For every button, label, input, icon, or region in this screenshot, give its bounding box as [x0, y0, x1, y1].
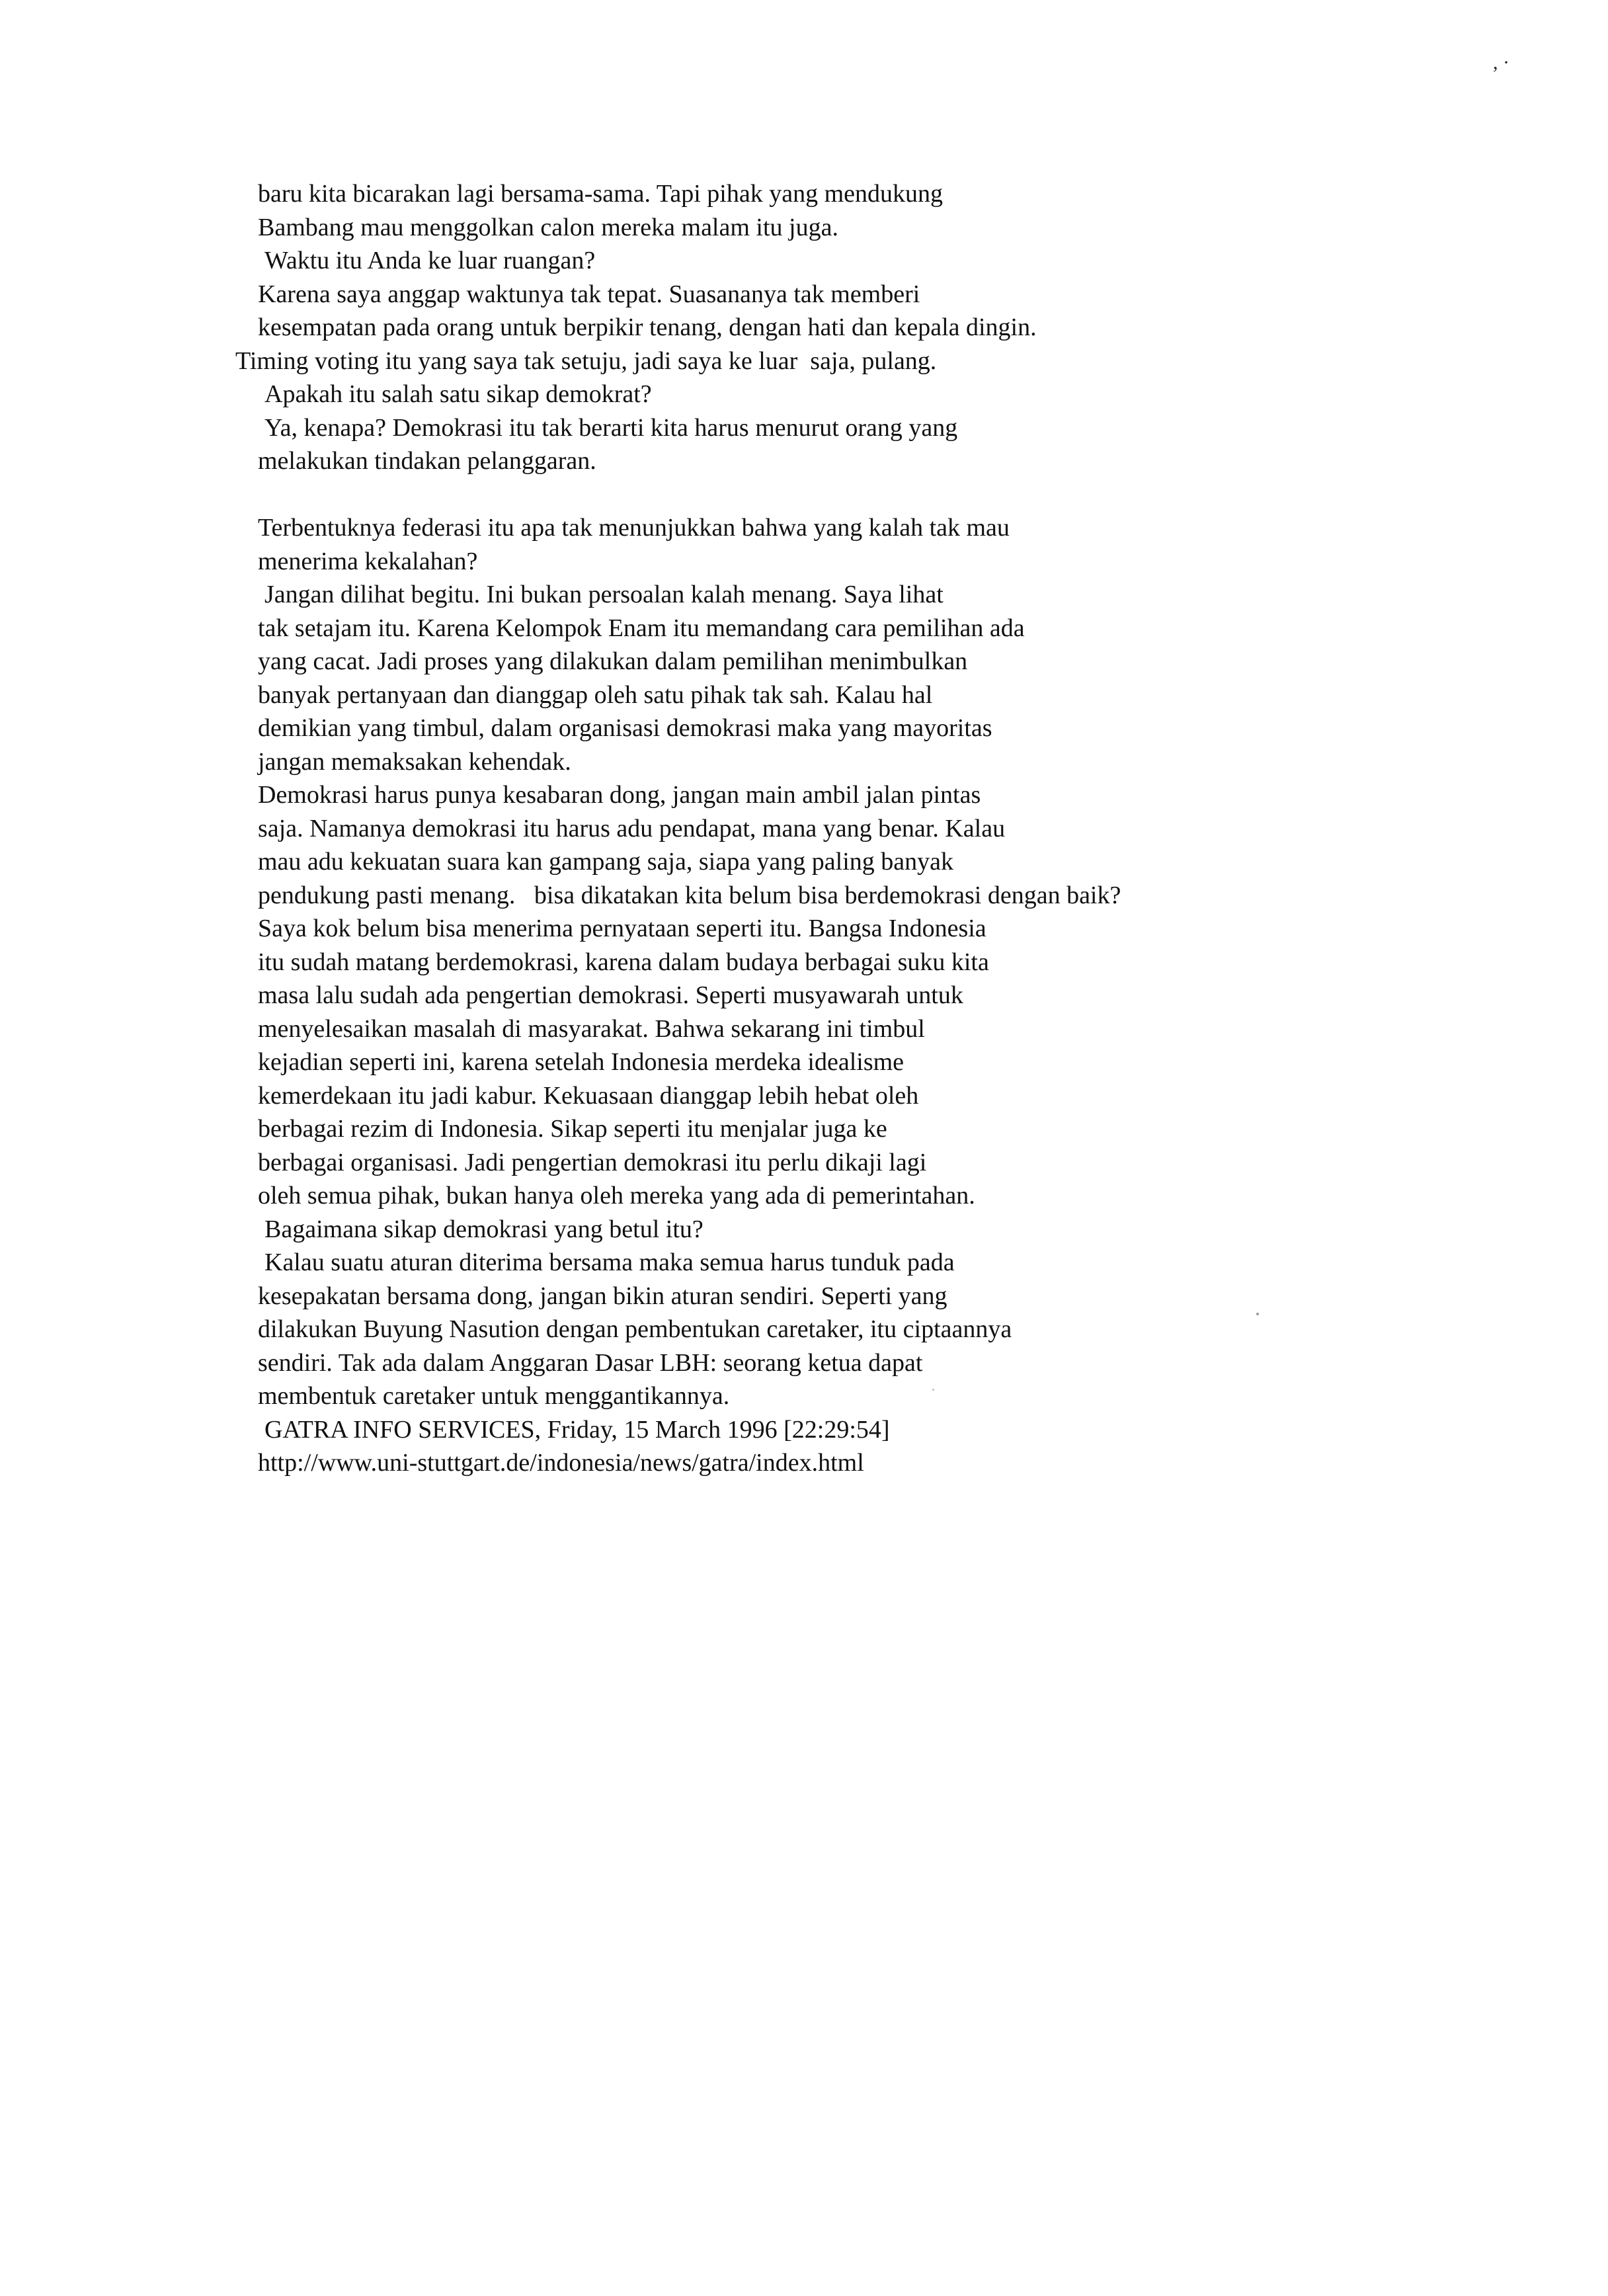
text-line: yang cacat. Jadi proses yang dilakukan dalam pemilihan menimbulkan [258, 647, 968, 675]
text-line: tak setajam itu. Karena Kelompok Enam itu memandang cara pemilihan ada [258, 614, 1025, 642]
text-line: Jangan dilihat begitu. Ini bukan persoalan kalah menang. Saya lihat [264, 581, 944, 608]
paragraph-gap [0, 478, 1322, 512]
corner-mark: , · [1493, 52, 1509, 73]
text-line: jangan memaksakan kehendak. [258, 747, 571, 776]
source-url: http://www.uni-stuttgart.de/indonesia/news/gatra/index.html [258, 1449, 864, 1477]
text-line: masa lalu sudah ada pengertian demokrasi. Seperti musyawarah untuk [258, 981, 963, 1009]
text-line: kesepakatan bersama dong, jangan bikin aturan sendiri. Seperti yang [258, 1282, 947, 1310]
text-line: Saya kok belum bisa menerima pernyataan seperti itu. Bangsa Indonesia [258, 915, 986, 942]
text-line: sendiri. Tak ada dalam Anggaran Dasar LBH: seorang ketua dapat [258, 1348, 923, 1377]
text-line: dilakukan Buyung Nasution dengan pembentukan caretaker, itu ciptaannya [258, 1315, 1012, 1343]
text-line: membentuk caretaker untuk menggantikannya. [258, 1382, 730, 1410]
text-line: Karena saya anggap waktunya tak tepat. Suasananya tak memberi [258, 280, 920, 308]
text-line: baru kita bicarakan lagi bersama-sama. Tapi pihak yang mendukung [258, 180, 944, 208]
question-line: Bagaimana sikap demokrasi yang betul itu? [264, 1215, 704, 1243]
source-line: GATRA INFO SERVICES, Friday, 15 March 1996 [22:29:54] [264, 1415, 890, 1444]
text-line: oleh semua pihak, bukan hanya oleh mereka yang ada di pemerintahan. [258, 1182, 975, 1210]
text-line: Timing voting itu yang saya tak setuju, jadi saya ke luar saja, pulang. [235, 347, 937, 375]
text-line: itu sudah matang berdemokrasi, karena dalam budaya berbagai suku kita [258, 948, 989, 976]
text-line: Ya, kenapa? Demokrasi itu tak berarti kita harus menurut orang yang [264, 413, 958, 442]
text-line: demikian yang timbul, dalam organisasi demokrasi maka yang mayoritas [258, 714, 992, 742]
text-line: kemerdekaan itu jadi kabur. Kekuasaan dianggap lebih hebat oleh [258, 1081, 919, 1110]
text-line: pendukung pasti menang. bisa dikatakan kita belum bisa berdemokrasi dengan baik? [258, 881, 1121, 909]
text-line: menyelesaikan masalah di masyarakat. Bahwa sekarang ini timbul [258, 1014, 925, 1043]
question-line: menerima kekalahan? [258, 547, 478, 575]
question-line: Apakah itu salah satu sikap demokrat? [264, 380, 652, 408]
text-line: Kalau suatu aturan diterima bersama maka semua harus tunduk pada [264, 1249, 955, 1276]
text-line: Demokrasi harus punya kesabaran dong, jangan main ambil jalan pintas [258, 781, 981, 809]
text-line: saja. Namanya demokrasi itu harus adu pendapat, mana yang benar. Kalau [258, 814, 1006, 842]
article-body [0, 177, 1322, 1480]
question-line: Waktu itu Anda ke luar ruangan? [264, 247, 596, 274]
text-line: mau adu kekuatan suara kan gampang saja, siapa yang paling banyak [258, 848, 954, 876]
scan-speck [932, 1389, 934, 1391]
text-line: kesempatan pada orang untuk berpikir tenang, dengan hati dan kepala dingin. [258, 313, 1037, 341]
text-line: Bambang mau menggolkan calon mereka malam itu juga. [258, 213, 838, 241]
text-line: kejadian seperti ini, karena setelah Indonesia merdeka idealisme [258, 1048, 904, 1076]
scan-speck [1256, 1313, 1259, 1315]
text-line: banyak pertanyaan dan dianggap oleh satu pihak tak sah. Kalau hal [258, 680, 933, 709]
text-line: berbagai rezim di Indonesia. Sikap seperti itu menjalar juga ke [258, 1115, 887, 1143]
text-line: melakukan tindakan pelanggaran. [258, 447, 596, 475]
question-line: Terbentuknya federasi itu apa tak menunjukkan bahwa yang kalah tak mau [258, 514, 1010, 542]
text-line: berbagai organisasi. Jadi pengertian demokrasi itu perlu dikaji lagi [258, 1148, 927, 1176]
